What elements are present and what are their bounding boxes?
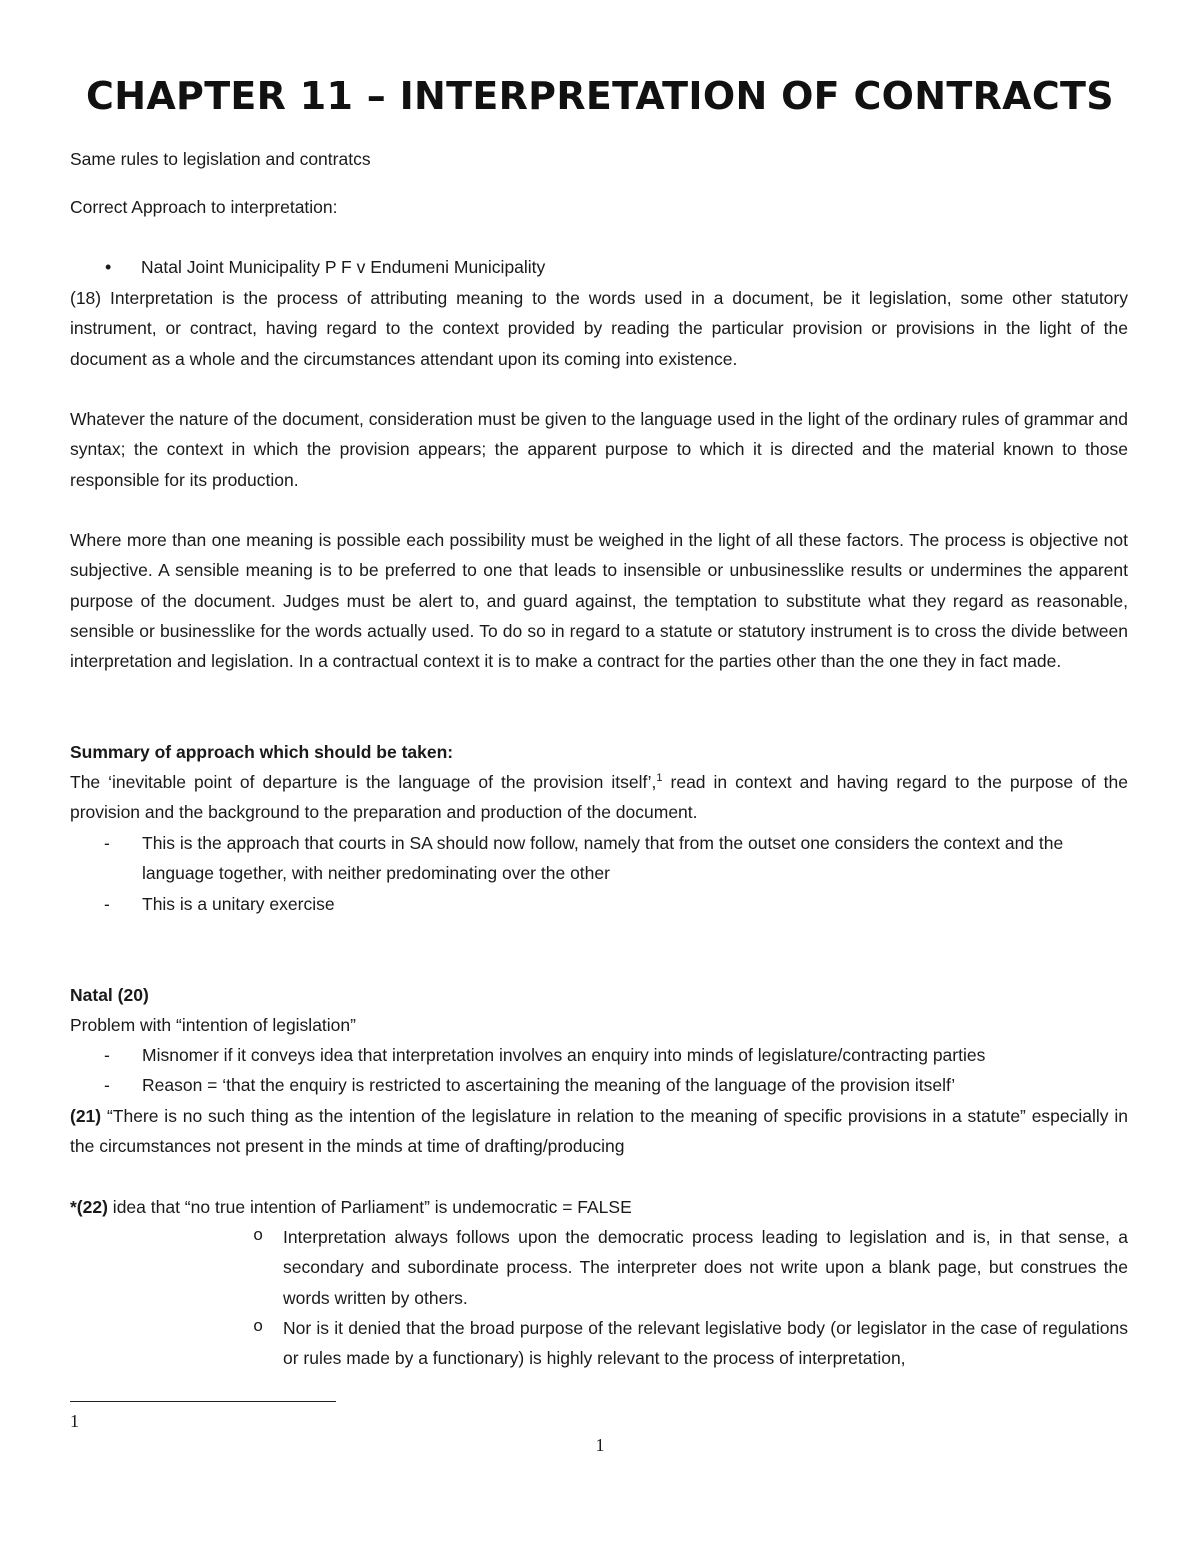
- footnote-reference[interactable]: 1: [656, 772, 663, 785]
- list-item: [70, 1070, 1128, 1100]
- case-name: Natal Joint Municipality P F v Endumeni Municipality: [141, 257, 546, 277]
- natal-20-heading: [70, 980, 1128, 1010]
- paragraph-22-sub-list: [250, 1222, 1128, 1373]
- paragraph-22: [70, 1192, 1128, 1222]
- paragraph-22-marker: *(22): [70, 1197, 108, 1217]
- natal-20-heading-text: Natal (20): [70, 985, 149, 1005]
- list-item: [70, 889, 1128, 919]
- dash-marker: -: [104, 1045, 110, 1065]
- paragraph-where: Where more than one meaning is possible each possibility must be weighed in the light of all these factors. The process is objective not subjective. A sensible meaning is to be preferred to one that leads to insensible or unbusinesslike results or undermines the apparent purpose of the document. Judges must be alert to, and guard against, the temptation to substitute what they regard as reasonable, sensible or businesslike for the words actually used. To do so in regard to a statute or statutory instrument is to cross the divide between interpretation and legislation. In a contractual context it is to make a contract for the parties other than the one they in fact made.: [70, 530, 1128, 672]
- summary-paragraph: [70, 767, 1128, 828]
- footnote-number: 1: [70, 1411, 79, 1431]
- list-item-text: Reason = ‘that the enquiry is restricted to ascertaining the meaning of the language of the provision itself’: [142, 1075, 956, 1096]
- list-item: [70, 828, 1128, 889]
- list-item-text: This is the approach that courts in SA should now follow, namely that from the outset one considers the context and the language together, with neither predominating over the other: [142, 833, 1064, 884]
- summary-text-after-note: read in context and having regard to the purpose of the provision and the background to the preparation and production of the document.: [70, 772, 1128, 823]
- natal-20-problem: Problem with “intention of legislation”: [70, 1015, 356, 1035]
- page-number: 1: [595, 1435, 605, 1455]
- summary-heading: [70, 737, 1128, 767]
- summary-heading-text: Summary of approach which should be taken:: [70, 742, 454, 762]
- chapter-title: CHAPTER 11 – INTERPRETATION OF CONTRACTS: [86, 74, 1114, 118]
- list-item: [70, 1040, 1128, 1070]
- paragraph-18-text: Interpretation is the process of attributing meaning to the words used in a document, be it legislation, some other statutory instrument, or contract, having regard to the context provided by reading the particular provision or provisions in the light of the document as a whole and the circumstances attendant upon its coming into existence.: [70, 288, 1128, 369]
- list-item-text: This is a unitary exercise: [142, 893, 335, 914]
- paragraph-18-marker: (18): [70, 288, 102, 308]
- paragraph-18: [70, 283, 1128, 374]
- paragraph-21: [70, 1101, 1128, 1162]
- approach-heading: Correct Approach to interpretation:: [70, 197, 338, 217]
- list-item-text: Nor is it denied that the broad purpose of the relevant legislative body (or legislator in the case of regulations or rules made by a functionary) is highly relevant to the process of interpretation,: [283, 1317, 1128, 1369]
- summary-text-before-note: The ‘inevitable point of departure is the language of the provision itself’,: [70, 772, 657, 792]
- list-item: [250, 1222, 1128, 1313]
- circle-bullet-marker: o: [253, 1227, 264, 1246]
- intro-line: Same rules to legislation and contratcs: [70, 149, 371, 169]
- natal-20-dash-list: [70, 1040, 1128, 1101]
- footnote-separator: [70, 1401, 336, 1402]
- case-bullet-item: [70, 252, 1128, 282]
- summary-dash-list: [70, 828, 1128, 919]
- dash-marker: -: [104, 893, 110, 914]
- paragraph-22-text: idea that “no true intention of Parliament” is undemocratic = FALSE: [107, 1197, 632, 1217]
- dash-marker: -: [104, 1075, 110, 1096]
- paragraph-21-text: “There is no such thing as the intention of the legislature in relation to the meaning of specific provisions in a statute” especially in the circumstances not present in the minds at time of drafting/producing: [70, 1106, 1128, 1157]
- paragraph-whatever: Whatever the nature of the document, consideration must be given to the language used in the light of the ordinary rules of grammar and syntax; the context in which the provision appears; the apparent purpose to which it is directed and the material known to those responsible for its production.: [70, 409, 1128, 490]
- list-item: [250, 1313, 1128, 1374]
- circle-bullet-marker: o: [253, 1317, 264, 1337]
- paragraph-21-marker: (21): [70, 1106, 102, 1126]
- list-item-text: Interpretation always follows upon the democratic process leading to legislation and is, in that sense, a secondary and subordinate process. The interpreter does not write upon a blank page, but construes the words written by others.: [283, 1227, 1128, 1308]
- bullet-dot-icon: •: [105, 257, 112, 277]
- dash-marker: -: [104, 833, 110, 853]
- list-item-text: Misnomer if it conveys idea that interpretation involves an enquiry into minds of legislature/contracting parties: [142, 1045, 986, 1065]
